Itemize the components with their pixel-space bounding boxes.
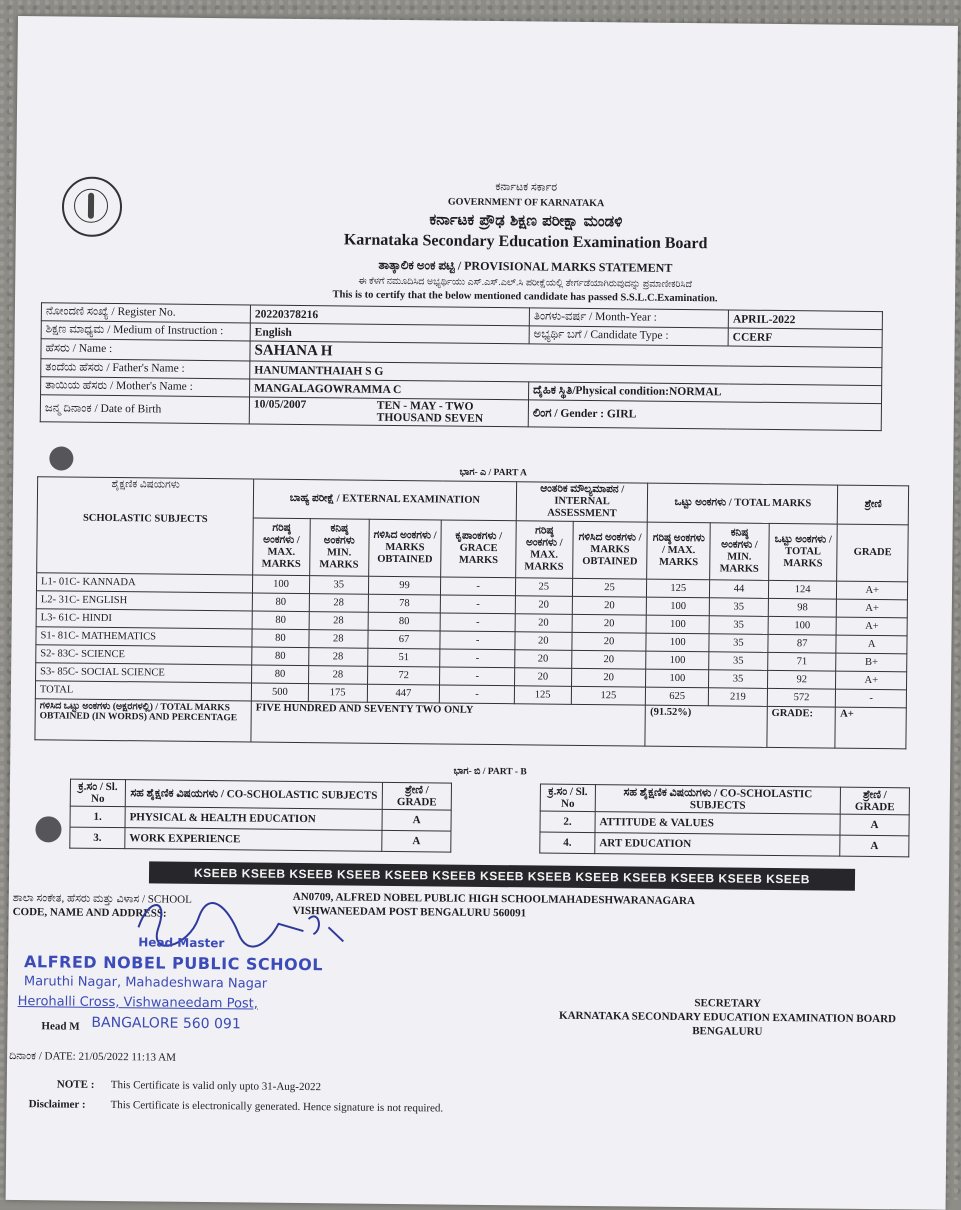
co-subjects-header-right: ಸಹ ಶೈಕ್ಷಣಿಕ ವಿಷಯಗಳು / CO-SCHOLASTIC SUBJECTS [595, 785, 840, 815]
mother-name: MANGALAGOWRAMMA C [250, 379, 529, 400]
int-obtained-header: ಗಳಿಸಿದ ಅಂಕಗಳು / MARKS OBTAINED [572, 521, 647, 579]
co-slno: 1. [70, 806, 125, 828]
marks-cell: 99 [368, 576, 441, 595]
marks-cell: 175 [308, 684, 367, 703]
subject-name: S1- 81C- MATHEMATICS [36, 627, 252, 647]
co-subject: WORK EXPERIENCE [125, 828, 382, 852]
stamp-address-1: Maruthi Nagar, Mahadeshwara Nagar [23, 974, 268, 992]
marks-cell: 100 [646, 633, 709, 652]
subject-name: S2- 83C- SCIENCE [36, 645, 252, 665]
register-label: ನೋಂದಣಿ ಸಂಖ್ಯೆ / Register No. [41, 303, 250, 323]
disclaimer-label: Disclaimer : [28, 1098, 86, 1111]
marks-cell: 72 [367, 666, 440, 685]
co-scholastic-table-left [69, 779, 452, 853]
marks-rows [35, 573, 907, 708]
scholastic-marks-table [34, 476, 909, 749]
gender: ಲಿಂಗ / Gender : GIRL [528, 400, 881, 431]
marks-cell: 25 [572, 578, 647, 597]
marks-cell: 20 [515, 632, 572, 651]
dob-cell [249, 397, 528, 427]
marks-cell: 98 [768, 598, 837, 617]
marks-cell: 28 [309, 630, 368, 649]
subject-name: TOTAL [35, 681, 251, 701]
dob-words: TEN - MAY - TWO THOUSAND SEVEN [376, 399, 484, 425]
part-a-title: ಭಾಗ- ಎ / PART A [459, 467, 527, 479]
slno-header-left: ಕ್ರ.ಸಂ / Sl. No [70, 779, 125, 807]
marks-cell: 100 [768, 616, 837, 635]
board-title: Karnataka Secondary Education Examination Board [343, 231, 708, 253]
marks-cell: 625 [646, 687, 709, 706]
dob-value: 10/05/2007 [253, 398, 307, 412]
marks-cell: - [836, 689, 907, 708]
marks-cell: 78 [368, 594, 441, 613]
marks-cell: 100 [253, 575, 310, 594]
co-grade-header-right: ಶ್ರೇಣಿ / GRADE [840, 787, 909, 815]
internal-header: ಆಂತರಿಕ ಮೌಲ್ಯಮಾಪನ / INTERNAL ASSESSMENT [516, 482, 648, 522]
school-line-1: AN0709, ALFRED NOBEL PUBLIC HIGH SCHOOLMAHADESHWARANAGARA [292, 890, 695, 908]
medium-value: English [250, 323, 529, 344]
ext-obtained-header: ಗಳಿಸಿದ ಅಂಕಗಳು / MARKS OBTAINED [368, 519, 441, 577]
marks-cell: 35 [709, 652, 768, 671]
school-label-kn: ಶಾಲಾ ಸಂಕೇತ, ಹೆಸರು ಮತ್ತು ವಿಳಾಸ / SCHOOL [12, 891, 192, 906]
government-heading: GOVERNMENT OF KARNATAKA [447, 196, 605, 210]
part-b-title: ಭಾಗ- ಬಿ / PART - B [453, 766, 527, 778]
ext-max-header: ಗರಿಷ್ಠ ಅಂಕಗಳು / MAX. MARKS [253, 518, 310, 576]
marks-cell: 100 [646, 651, 709, 670]
marks-cell: 28 [308, 666, 367, 685]
subjects-header-kn: ಶೈಕ್ಷಣಿಕ ವಿಷಯಗಳು [111, 479, 180, 491]
co-grade-header-left: ಶ್ರೇಣಿ / GRADE [382, 782, 451, 810]
external-header: ಬಾಹ್ಯ ಪರೀಕ್ಷೆ / EXTERNAL EXAMINATION [253, 479, 516, 521]
subjects-header-cell [37, 477, 254, 575]
candidate-type: CCERF [728, 328, 882, 348]
tot-max-header: ಗರಿಷ್ಠ ಅಂಕಗಳು / MAX. MARKS [647, 522, 710, 580]
secretary-city: BENGALURU [692, 1025, 763, 1038]
subject-name: L3- 61C- HINDI [36, 609, 252, 629]
father-name: HANUMANTHAIAH S G [250, 361, 882, 386]
kannada-state-heading: ಕರ್ನಾಟಕ ಸರ್ಕಾರ [495, 181, 558, 194]
month-year: APRIL-2022 [728, 310, 882, 330]
punch-hole-top [49, 446, 73, 470]
mother-label: ತಾಯಿಯ ಹೆಸರು / Mother's Name : [41, 377, 250, 397]
marks-cell: - [440, 649, 515, 668]
name-label: ಹೆಸರು / Name : [41, 339, 250, 361]
co-subject: PHYSICAL & HEALTH EDUCATION [125, 807, 382, 831]
marks-cell: 35 [709, 634, 768, 653]
marks-cell: 124 [768, 580, 837, 599]
marks-cell: 80 [252, 593, 309, 612]
grade-header: GRADE [837, 524, 908, 582]
marks-cell: - [441, 577, 516, 596]
marks-cell: 92 [767, 670, 836, 689]
marks-cell: 87 [768, 634, 837, 653]
marks-cell: - [440, 631, 515, 650]
co-slno: 4. [540, 832, 595, 854]
marks-cell: 20 [571, 668, 646, 687]
total-words: FIVE HUNDRED AND SEVENTY TWO ONLY [251, 701, 646, 746]
marks-cell: 35 [709, 616, 768, 635]
marks-cell: 20 [514, 668, 571, 687]
subject-name: L2- 31C- ENGLISH [36, 591, 252, 611]
marks-cell: 80 [252, 629, 309, 648]
co-grade: A [382, 830, 451, 852]
board-kannada-title: ಕರ್ನಾಟಕ ಪ್ರೌಢ ಶಿಕ್ಷಣ ಪರೀಕ್ಷಾ ಮಂಡಳಿ [429, 210, 623, 231]
head-prefix: Head M [41, 1020, 80, 1033]
marks-cell: 28 [309, 648, 368, 667]
marks-cell: 28 [309, 612, 368, 631]
co-rows-right [540, 811, 909, 857]
subjects-header: SCHOLASTIC SUBJECTS [82, 512, 208, 526]
school-line-2: VISHWANEEDAM POST BENGALURU 560091 [292, 904, 527, 920]
final-grade: A+ [835, 707, 906, 749]
marks-cell: A+ [836, 617, 907, 636]
final-grade-label: GRADE: [767, 706, 836, 748]
father-label: ತಂದೆಯ ಹೆಸರು / Father's Name : [41, 359, 250, 379]
note-label: NOTE : [56, 1078, 95, 1091]
marks-cell: 20 [572, 614, 647, 633]
stamp-head-master: Head Master [138, 935, 225, 951]
marks-cell: 447 [367, 684, 440, 703]
candidate-name: SAHANA H [250, 341, 882, 368]
marks-cell: 80 [252, 647, 309, 666]
note-text: This Certificate is valid only upto 31-Aug-2022 [110, 1079, 322, 1094]
marks-cell: 100 [646, 669, 709, 688]
marks-cell: 67 [368, 630, 441, 649]
slno-header-right: ಕ್ರ.ಸಂ / Sl. No [540, 784, 595, 812]
marks-cell: A+ [837, 581, 908, 600]
grace-header: ಕೃಪಾಂಕಗಳು / GRACE MARKS [441, 520, 516, 578]
register-no: 20220378216 [250, 305, 529, 326]
marks-cell: 35 [709, 598, 768, 617]
subject-name: S3- 85C- SOCIAL SCIENCE [36, 663, 252, 683]
marks-cell: 35 [309, 576, 368, 595]
marks-cell: B+ [836, 653, 907, 672]
marks-cell: A [836, 635, 907, 654]
co-scholastic-table-right [539, 784, 910, 858]
co-subject: ART EDUCATION [595, 833, 840, 857]
marks-cell: 28 [309, 594, 368, 613]
marks-cell: 80 [252, 665, 309, 684]
tot-total-header: ಒಟ್ಟು ಅಂಕಗಳು / TOTAL MARKS [768, 523, 837, 581]
co-grade: A [382, 809, 451, 831]
marks-cell: 100 [646, 615, 709, 634]
ext-min-header: ಕನಿಷ್ಠ ಅಂಕಗಳು MIN. MARKS [310, 519, 369, 577]
board-logo [62, 176, 123, 237]
marks-cell: - [441, 595, 516, 614]
marks-cell: 25 [515, 578, 572, 597]
co-subjects-header-left: ಸಹ ಶೈಕ್ಷಣಿಕ ವಿಷಯಗಳು / CO-SCHOLASTIC SUBJECTS [125, 780, 382, 810]
month-year-label: ತಿಂಗಳು-ವರ್ಷ / Month-Year : [529, 308, 728, 328]
tot-min-header: ಕನಿಷ್ಠ ಅಂಕಗಳು / MIN. MARKS [710, 523, 769, 581]
secretary-board: KARNATAKA SECONDARY EDUCATION EXAMINATION BOARD [559, 1009, 897, 1026]
kseeb-band: KSEEB KSEEB KSEEB KSEEB KSEEB KSEEB KSEEB KSEEB KSEEB KSEEB KSEEB KSEEB KSEEB [149, 861, 855, 890]
marks-cell: A+ [837, 599, 908, 618]
marks-cell: 35 [709, 670, 768, 689]
marks-cell: 44 [710, 580, 769, 599]
marks-cell: 219 [708, 688, 767, 707]
marks-cell: 20 [515, 650, 572, 669]
marks-statement-paper [6, 16, 958, 1210]
co-subject: ATTITUDE & VALUES [595, 812, 840, 836]
medium-label: ಶಿಕ್ಷಣ ಮಾಧ್ಯಮ / Medium of Instruction : [41, 321, 250, 341]
certify-text: This is to certify that the below mentioned candidate has passed S.S.L.C.Examination. [332, 289, 718, 305]
disclaimer-text: This Certificate is electronically generated. Hence signature is not required. [110, 1099, 444, 1115]
stamp-address-3: BANGALORE 560 091 [91, 1014, 241, 1033]
marks-cell: 80 [252, 611, 309, 630]
marks-cell: A+ [836, 671, 907, 690]
issue-date: ದಿನಾಂಕ / DATE: 21/05/2022 11:13 AM [9, 1049, 176, 1064]
punch-hole-bottom [35, 816, 61, 842]
dob-label: ಜನ್ಮ ದಿನಾಂಕ / Date of Birth [40, 395, 249, 424]
marks-cell: - [440, 667, 515, 686]
total-words-label: ಗಳಿಸಿದ ಒಟ್ಟು ಅಂಕಗಳು (ಅಕ್ಷರಗಳಲ್ಲಿ) / TOTAL MARKS OBTAINED (IN WORDS) AND PERCENTAGE [35, 699, 251, 742]
marks-cell: 125 [571, 686, 646, 705]
int-max-header: ಗರಿಷ್ಠ ಅಂಕಗಳು / MAX. MARKS [516, 521, 573, 579]
marks-cell: 20 [515, 614, 572, 633]
co-grade: A [840, 814, 909, 836]
marks-cell: 125 [514, 686, 571, 705]
marks-cell: 20 [571, 650, 646, 669]
marks-cell: 20 [572, 596, 647, 615]
marks-cell: 20 [572, 632, 647, 651]
marks-cell: 80 [368, 612, 441, 631]
co-grade: A [840, 835, 909, 857]
grade-header-kn: ಶ್ರೇಣಿ [838, 485, 909, 525]
marks-cell: 20 [515, 596, 572, 615]
marks-cell: 500 [251, 683, 308, 702]
co-scholastic-row [70, 827, 451, 852]
co-scholastic-row [540, 832, 909, 857]
marks-cell: - [440, 685, 515, 704]
subject-name: L1- 01C- KANNADA [36, 573, 252, 593]
marks-cell: 100 [647, 597, 710, 616]
candidate-info-table [40, 302, 883, 431]
marks-cell: 71 [768, 652, 837, 671]
stamp-address-2: Herohalli Cross, Vishwaneedam Post, [17, 994, 259, 1012]
stamp-school-name: ALFRED NOBEL PUBLIC SCHOOL [23, 952, 324, 975]
co-rows-left [70, 806, 451, 852]
co-slno: 3. [70, 827, 125, 849]
marks-cell: - [440, 613, 515, 632]
statement-title: ತಾತ್ಕಾಲಿಕ ಅಂಕ ಪಟ್ಟಿ / PROVISIONAL MARKS STATEMENT [378, 257, 673, 275]
candidate-type-label: ಅಭ್ಯರ್ಥಿ ಬಗೆ / Candidate Type : [529, 326, 728, 346]
co-slno: 2. [540, 811, 595, 833]
physical-condition: ದೈಹಿಕ ಸ್ಥಿತಿ/Physical condition:NORMAL [529, 382, 882, 404]
kannada-certify-text: ಈ ಕೆಳಗೆ ನಮೂದಿಸಿದ ಅಭ್ಯರ್ಥಿಯು ಎಸ್.ಎಸ್.ಎಲ್.ಸಿ ಪರೀಕ್ಷೆಯಲ್ಲಿ ತೇರ್ಗಡೆಯಾಗಿರುವುದನ್ನು ಪ್ರಮಾಣೀಕರಿಸಿದೆ [358, 276, 693, 291]
percentage: (91.52%) [645, 705, 767, 747]
marks-cell: 572 [767, 688, 836, 707]
secretary-title: SECRETARY [694, 997, 762, 1010]
total-header: ಒಟ್ಟು ಅಂಕಗಳು / TOTAL MARKS [648, 483, 838, 524]
marks-cell: 51 [367, 648, 440, 667]
school-label: CODE, NAME AND ADDRESS: [12, 905, 167, 920]
marks-cell: 125 [647, 579, 710, 598]
